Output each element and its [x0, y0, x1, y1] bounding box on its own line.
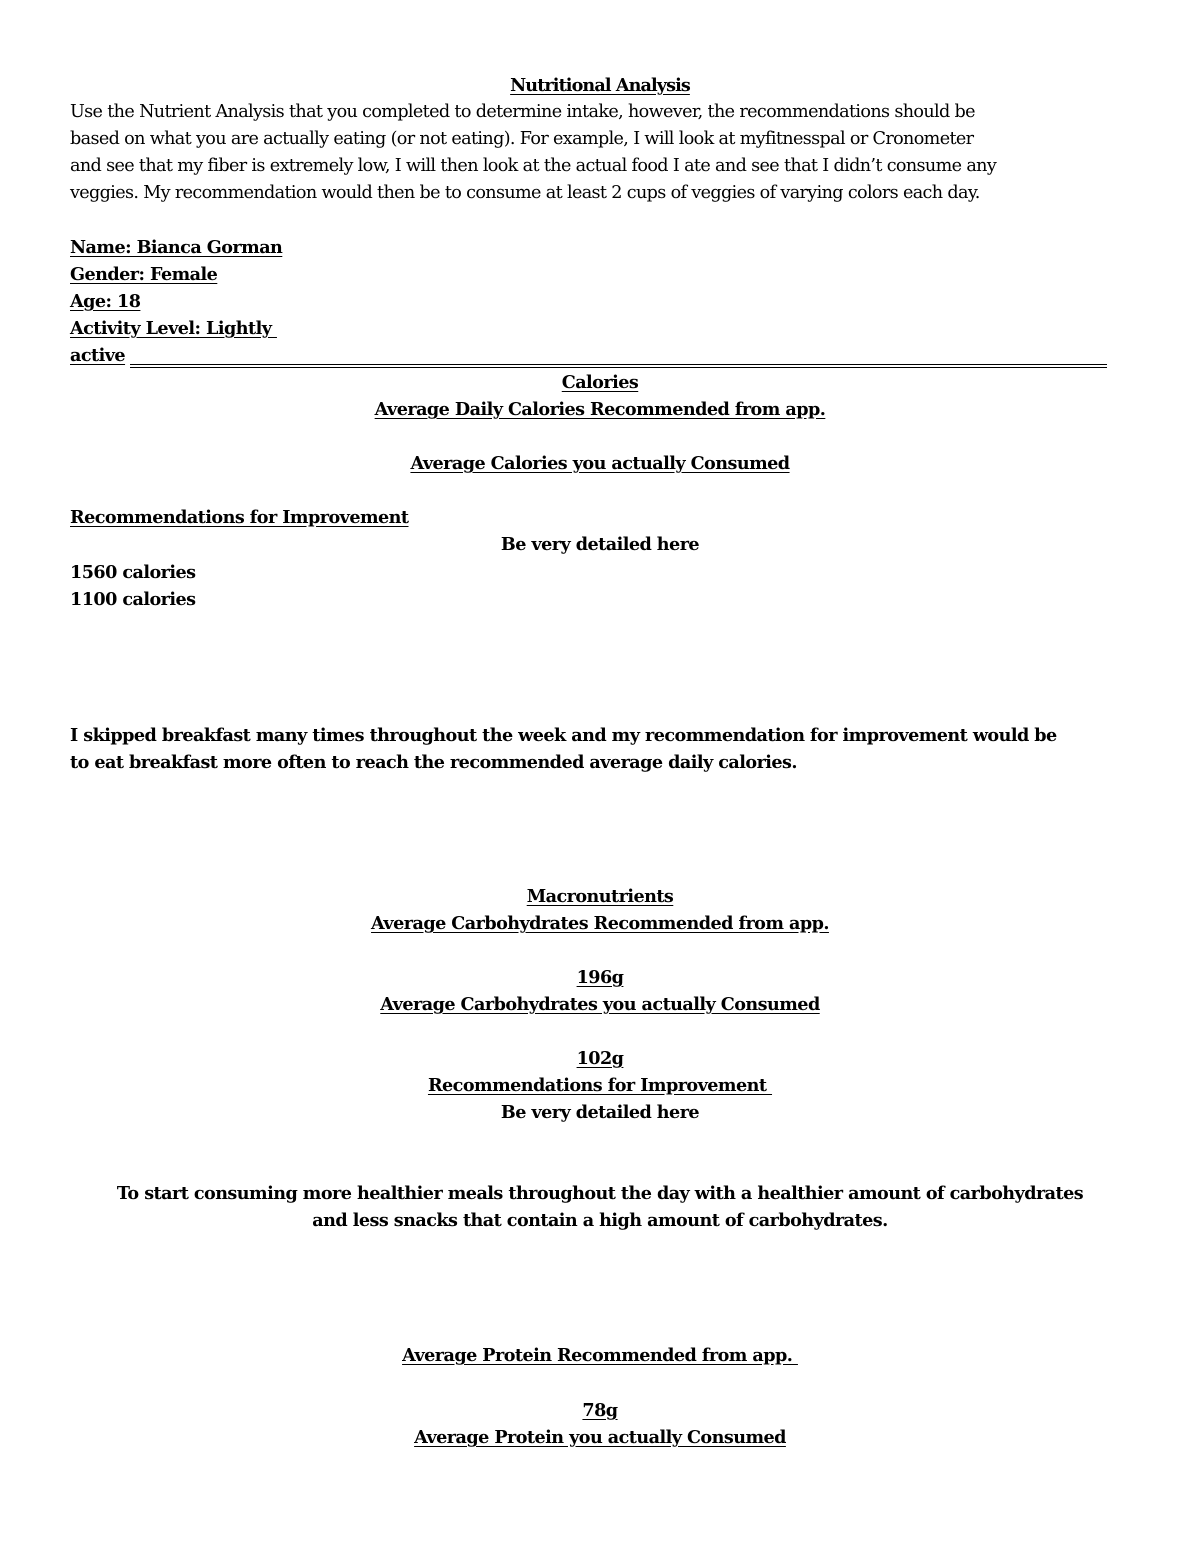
intro-line: veggies. My recommendation would then be to consume at least 2 cups of veggies of varying colors each day. — [70, 183, 980, 203]
protein-consumed-label: Average Protein you actually Consumed — [414, 1427, 786, 1448]
profile-activity-continued: active — [70, 345, 126, 366]
carbs-recommended-value: 196g — [576, 967, 624, 988]
macronutrients-heading: Macronutrients — [526, 886, 674, 907]
protein-recommended-value: 78g — [582, 1400, 618, 1421]
carbs-consumed-value: 102g — [576, 1048, 624, 1069]
calories-recommended-value: 1560 calories — [70, 562, 196, 583]
profile-gender: Gender: Female — [70, 264, 218, 285]
calories-improvement-label: Recommendations for Improvement — [70, 507, 409, 528]
intro-line: based on what you are actually eating (or not eating). For example, I will look at myfitnesspal or Cronometer — [70, 129, 974, 149]
page-title: Nutritional Analysis — [510, 75, 690, 96]
intro-line: and see that my fiber is extremely low, I will then look at the actual food I ate and see that I didn’t consume any — [70, 156, 997, 176]
carbs-recommended-label: Average Carbohydrates Recommended from app. — [371, 913, 829, 934]
profile-name: Name: Bianca Gorman — [70, 237, 283, 258]
profile-activity: Activity Level: Lightly — [70, 318, 277, 339]
calories-recommendation-line: to eat breakfast more often to reach the recommended average daily calories. — [70, 752, 797, 773]
carbs-recommendation-line: To start consuming more healthier meals throughout the day with a healthier amount of carbohydrates — [116, 1183, 1084, 1204]
carbs-recommendation-line: and less snacks that contain a high amount of carbohydrates. — [312, 1210, 888, 1231]
calories-detail-prompt: Be very detailed here — [500, 534, 700, 555]
protein-recommended-label: Average Protein Recommended from app. — [402, 1345, 798, 1366]
calories-consumed-label: Average Calories you actually Consumed — [410, 453, 790, 474]
activity-underline-rule — [130, 364, 1107, 365]
calories-heading: Calories — [561, 372, 639, 393]
carbs-detail-prompt: Be very detailed here — [500, 1102, 700, 1123]
profile-age: Age: 18 — [70, 291, 141, 312]
carbs-consumed-label: Average Carbohydrates you actually Consumed — [380, 994, 820, 1015]
calories-consumed-value: 1100 calories — [70, 589, 196, 610]
intro-line: Use the Nutrient Analysis that you completed to determine intake, however, the recommendations should be — [70, 102, 975, 122]
calories-recommended-label: Average Daily Calories Recommended from app. — [374, 399, 826, 420]
section-divider — [130, 367, 1107, 368]
calories-recommendation-line: I skipped breakfast many times throughout the week and my recommendation for improvement would be — [70, 725, 1057, 746]
carbs-improvement-label: Recommendations for Improvement — [427, 1075, 773, 1096]
